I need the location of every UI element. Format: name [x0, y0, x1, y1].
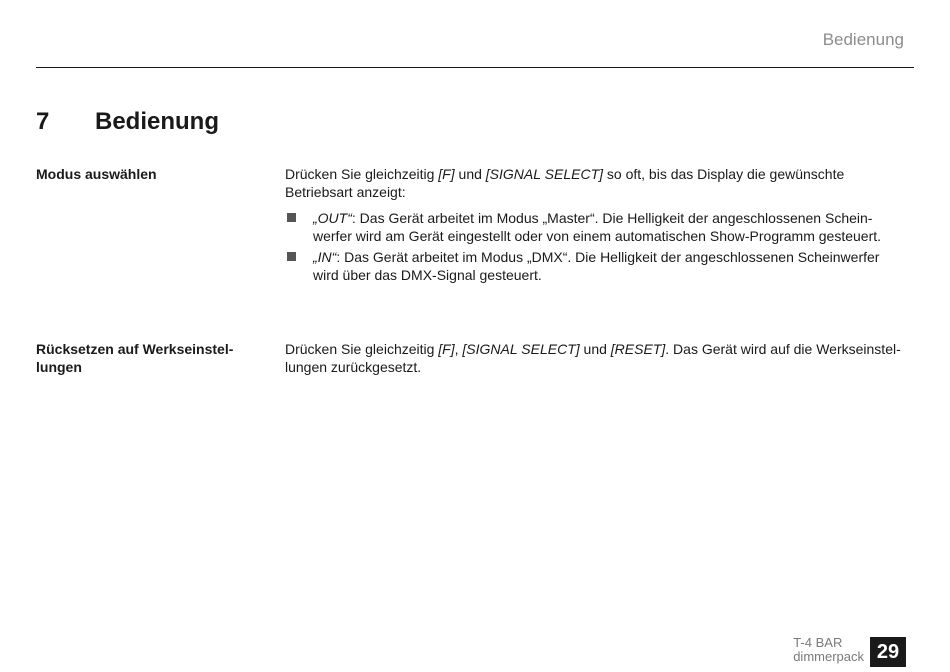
reset-text: und	[579, 341, 611, 357]
section-reset-content	[285, 340, 906, 376]
page-number: 29	[870, 637, 906, 667]
reset-text: . Das Gerät wird auf die Werkseinstellungen zurückgesetzt.	[285, 341, 901, 375]
mode-description: : Das Gerät arbeitet im Modus „DMX“. Die Helligkeit der angeschlossenen Scheinwerfer wird über das DMX-Signal gesteuert.	[313, 249, 880, 283]
chapter-heading	[36, 108, 219, 136]
section-mode-content	[285, 165, 906, 287]
square-bullet-icon	[287, 213, 296, 222]
footer-model-name: T-4 BAR	[793, 635, 843, 650]
intro-text: so oft, bis das Display die gewünschte Betriebsart anzeigt:	[285, 166, 845, 200]
key-f: [F]	[438, 166, 455, 182]
mode-list	[285, 209, 906, 284]
square-bullet-icon	[287, 252, 296, 261]
running-header: Bedienung	[822, 30, 904, 49]
footer-model	[793, 636, 864, 664]
section-reset-text	[285, 340, 906, 376]
key-signal-select: [SIGNAL SELECT]	[485, 166, 604, 182]
key-f: [F]	[438, 341, 455, 357]
section-mode-intro	[285, 165, 906, 201]
chapter-title: Bedienung	[95, 108, 219, 135]
list-item	[285, 209, 906, 245]
list-item	[285, 248, 906, 284]
key-reset: [RESET]	[610, 341, 666, 357]
intro-text: Drücken Sie gleichzeitig	[285, 166, 439, 182]
chapter-number: 7	[36, 108, 50, 135]
section-mode-label: Modus auswählen	[36, 166, 157, 182]
mode-term: „OUT“	[313, 210, 352, 226]
footer-model-type: dimmerpack	[793, 649, 864, 664]
header-rule	[36, 67, 914, 68]
mode-term: „IN“	[313, 249, 337, 265]
reset-text: Drücken Sie gleichzeitig	[285, 341, 439, 357]
section-reset-label: Rücksetzen auf Werkseinstellungen	[36, 341, 234, 375]
key-signal-select: [SIGNAL SELECT]	[462, 341, 580, 357]
mode-description: : Das Gerät arbeitet im Modus „Master“. Die Helligkeit der angeschlossenen Scheinwerfer wird am Gerät eingestellt oder von einem automatischen Show-Programm gesteuert.	[313, 210, 882, 244]
intro-text: und	[454, 166, 486, 182]
reset-text: ,	[454, 341, 463, 357]
